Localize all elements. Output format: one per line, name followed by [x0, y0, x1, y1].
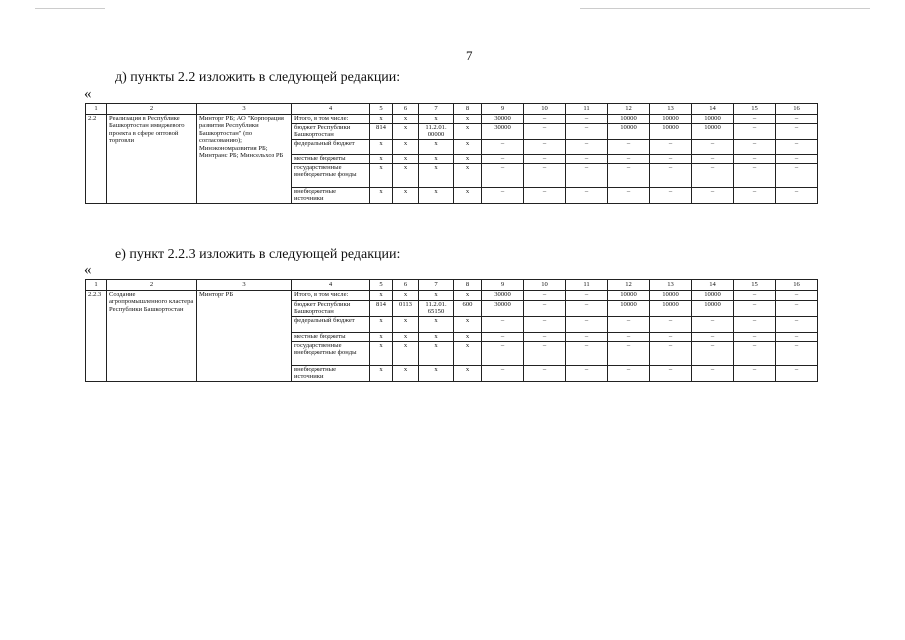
value-cell-col-13: – [650, 154, 692, 163]
value-cell-col-5: х [370, 333, 393, 342]
funding-source-cell: внебюджетные источники [292, 366, 370, 382]
value-cell-col-13: – [650, 342, 692, 366]
value-cell-col-10: – [524, 187, 566, 203]
value-cell-col-10: – [524, 163, 566, 187]
value-cell-col-15: – [734, 139, 776, 154]
value-cell-col-7: х [419, 115, 454, 124]
column-number-header: 6 [393, 280, 419, 291]
value-cell-col-12: – [608, 317, 650, 333]
funding-source-cell: Итого, в том числе: [292, 115, 370, 124]
value-cell-col-14: – [692, 333, 734, 342]
value-cell-col-13: – [650, 366, 692, 382]
value-cell-col-13: 10000 [650, 115, 692, 124]
value-cell-col-10: – [524, 291, 566, 301]
value-cell-col-16: – [776, 342, 818, 366]
column-number-header: 12 [608, 280, 650, 291]
column-number-header: 8 [454, 280, 482, 291]
funding-source-cell: местные бюджеты [292, 154, 370, 163]
value-cell-col-12: – [608, 139, 650, 154]
value-cell-col-13: – [650, 187, 692, 203]
value-cell-col-7: х [419, 342, 454, 366]
column-number-header: 11 [566, 104, 608, 115]
value-cell-col-5: х [370, 366, 393, 382]
column-number-header: 10 [524, 280, 566, 291]
value-cell-col-14: – [692, 154, 734, 163]
value-cell-col-11: – [566, 342, 608, 366]
value-cell-col-10: – [524, 301, 566, 317]
value-cell-col-11: – [566, 301, 608, 317]
value-cell-col-16: – [776, 115, 818, 124]
funding-source-cell: государственные внебюджетные фонды [292, 342, 370, 366]
value-cell-col-7: 11.2.01. 00000 [419, 124, 454, 140]
value-cell-col-14: – [692, 187, 734, 203]
column-number-header: 7 [419, 104, 454, 115]
value-cell-col-5: х [370, 291, 393, 301]
value-cell-col-13: 10000 [650, 301, 692, 317]
section-d-heading: д) пункты 2.2 изложить в следующей редакции: [115, 70, 401, 85]
value-cell-col-6: х [393, 124, 419, 140]
column-number-header: 16 [776, 104, 818, 115]
column-number-header: 15 [734, 104, 776, 115]
value-cell-col-12: – [608, 366, 650, 382]
value-cell-col-7: х [419, 139, 454, 154]
item-name-cell: Реализация в Республике Башкортостан имиджевого проекта в сфере оптовой торговли [107, 115, 197, 204]
column-number-header: 16 [776, 280, 818, 291]
column-number-header: 13 [650, 280, 692, 291]
value-cell-col-6: х [393, 115, 419, 124]
value-cell-col-13: – [650, 317, 692, 333]
value-cell-col-6: х [393, 366, 419, 382]
section-e-table [85, 279, 818, 382]
value-cell-col-6: х [393, 187, 419, 203]
page-number: 7 [466, 48, 473, 63]
value-cell-col-12: 10000 [608, 291, 650, 301]
value-cell-col-14: – [692, 317, 734, 333]
column-number-header: 4 [292, 280, 370, 291]
value-cell-col-5: х [370, 115, 393, 124]
value-cell-col-15: – [734, 366, 776, 382]
value-cell-col-9: – [482, 333, 524, 342]
value-cell-col-6: х [393, 333, 419, 342]
value-cell-col-10: – [524, 333, 566, 342]
item-number-cell: 2.2 [86, 115, 107, 204]
column-number-header: 6 [393, 104, 419, 115]
value-cell-col-7: х [419, 187, 454, 203]
funding-source-cell: государственные внебюджетные фонды [292, 163, 370, 187]
value-cell-col-6: х [393, 317, 419, 333]
value-cell-col-8: х [454, 115, 482, 124]
value-cell-col-14: 10000 [692, 115, 734, 124]
value-cell-col-16: – [776, 139, 818, 154]
column-number-header: 1 [86, 280, 107, 291]
column-number-header: 12 [608, 104, 650, 115]
funding-source-cell: федеральный бюджет [292, 317, 370, 333]
value-cell-col-6: х [393, 139, 419, 154]
value-cell-col-11: – [566, 154, 608, 163]
value-cell-col-8: х [454, 291, 482, 301]
value-cell-col-7: х [419, 366, 454, 382]
section-d-quote-mark: « [84, 86, 92, 102]
table-row [86, 115, 818, 124]
value-cell-col-11: – [566, 124, 608, 140]
column-number-header: 7 [419, 280, 454, 291]
value-cell-col-12: – [608, 333, 650, 342]
value-cell-col-7: х [419, 163, 454, 187]
value-cell-col-9: – [482, 163, 524, 187]
responsible-cell: Минторг РБ; АО "Корпорация развития Республики Башкортостан" (по согласованию); Минэкономразвития РБ; Минтранс РБ; Минсельхоз РБ [197, 115, 292, 204]
value-cell-col-7: х [419, 333, 454, 342]
value-cell-col-13: – [650, 163, 692, 187]
funding-source-cell: бюджет Республики Башкортостан [292, 124, 370, 140]
column-number-header: 5 [370, 280, 393, 291]
value-cell-col-8: 600 [454, 301, 482, 317]
funding-source-cell: бюджет Республики Башкортостан [292, 301, 370, 317]
value-cell-col-9: 30000 [482, 301, 524, 317]
value-cell-col-15: – [734, 342, 776, 366]
value-cell-col-10: – [524, 366, 566, 382]
value-cell-col-5: х [370, 317, 393, 333]
value-cell-col-16: – [776, 333, 818, 342]
funding-source-cell: Итого, в том числе: [292, 291, 370, 301]
value-cell-col-16: – [776, 124, 818, 140]
value-cell-col-5: х [370, 139, 393, 154]
value-cell-col-9: – [482, 366, 524, 382]
column-number-header: 3 [197, 104, 292, 115]
value-cell-col-11: – [566, 291, 608, 301]
column-number-header: 11 [566, 280, 608, 291]
value-cell-col-12: 10000 [608, 301, 650, 317]
table-row [86, 291, 818, 301]
value-cell-col-12: – [608, 342, 650, 366]
value-cell-col-9: 30000 [482, 124, 524, 140]
value-cell-col-9: 30000 [482, 291, 524, 301]
table-header-row [86, 280, 818, 291]
value-cell-col-10: – [524, 124, 566, 140]
value-cell-col-16: – [776, 317, 818, 333]
funding-source-cell: местные бюджеты [292, 333, 370, 342]
value-cell-col-15: – [734, 187, 776, 203]
value-cell-col-16: – [776, 187, 818, 203]
value-cell-col-14: 10000 [692, 124, 734, 140]
value-cell-col-11: – [566, 333, 608, 342]
scan-artifact [580, 8, 870, 9]
section-e-heading: е) пункт 2.2.3 изложить в следующей редакции: [115, 247, 401, 262]
value-cell-col-9: 30000 [482, 115, 524, 124]
value-cell-col-8: х [454, 163, 482, 187]
scan-artifact [35, 8, 105, 9]
value-cell-col-12: – [608, 163, 650, 187]
value-cell-col-14: – [692, 342, 734, 366]
value-cell-col-15: – [734, 124, 776, 140]
value-cell-col-10: – [524, 115, 566, 124]
value-cell-col-6: х [393, 342, 419, 366]
table-header-row [86, 104, 818, 115]
value-cell-col-15: – [734, 317, 776, 333]
value-cell-col-5: х [370, 154, 393, 163]
item-number-cell: 2.2.3 [86, 291, 107, 382]
value-cell-col-5: х [370, 163, 393, 187]
value-cell-col-5: 814 [370, 124, 393, 140]
value-cell-col-15: – [734, 301, 776, 317]
value-cell-col-11: – [566, 366, 608, 382]
value-cell-col-16: – [776, 366, 818, 382]
value-cell-col-10: – [524, 317, 566, 333]
column-number-header: 3 [197, 280, 292, 291]
value-cell-col-11: – [566, 115, 608, 124]
value-cell-col-9: – [482, 187, 524, 203]
column-number-header: 14 [692, 104, 734, 115]
value-cell-col-9: – [482, 139, 524, 154]
value-cell-col-16: – [776, 291, 818, 301]
column-number-header: 2 [107, 280, 197, 291]
value-cell-col-6: х [393, 163, 419, 187]
value-cell-col-15: – [734, 154, 776, 163]
value-cell-col-10: – [524, 154, 566, 163]
value-cell-col-9: – [482, 342, 524, 366]
value-cell-col-8: х [454, 333, 482, 342]
value-cell-col-7: х [419, 154, 454, 163]
value-cell-col-11: – [566, 317, 608, 333]
value-cell-col-10: – [524, 342, 566, 366]
value-cell-col-9: – [482, 154, 524, 163]
column-number-header: 10 [524, 104, 566, 115]
value-cell-col-14: – [692, 139, 734, 154]
value-cell-col-16: – [776, 154, 818, 163]
value-cell-col-12: – [608, 154, 650, 163]
value-cell-col-13: – [650, 333, 692, 342]
funding-source-cell: внебюджетные источники [292, 187, 370, 203]
value-cell-col-9: – [482, 317, 524, 333]
value-cell-col-11: – [566, 187, 608, 203]
value-cell-col-14: – [692, 366, 734, 382]
value-cell-col-15: – [734, 163, 776, 187]
value-cell-col-11: – [566, 163, 608, 187]
column-number-header: 2 [107, 104, 197, 115]
value-cell-col-6: 0113 [393, 301, 419, 317]
value-cell-col-8: х [454, 366, 482, 382]
value-cell-col-8: х [454, 342, 482, 366]
value-cell-col-10: – [524, 139, 566, 154]
value-cell-col-15: – [734, 115, 776, 124]
value-cell-col-5: х [370, 342, 393, 366]
column-number-header: 1 [86, 104, 107, 115]
value-cell-col-8: х [454, 154, 482, 163]
value-cell-col-14: 10000 [692, 301, 734, 317]
value-cell-col-8: х [454, 124, 482, 140]
value-cell-col-6: х [393, 291, 419, 301]
value-cell-col-16: – [776, 301, 818, 317]
value-cell-col-16: – [776, 163, 818, 187]
item-name-cell: Создание агропромышленного кластера Республики Башкортостан [107, 291, 197, 382]
value-cell-col-12: – [608, 187, 650, 203]
value-cell-col-5: х [370, 187, 393, 203]
value-cell-col-11: – [566, 139, 608, 154]
value-cell-col-7: 11.2.01. 65150 [419, 301, 454, 317]
column-number-header: 13 [650, 104, 692, 115]
column-number-header: 9 [482, 104, 524, 115]
column-number-header: 14 [692, 280, 734, 291]
value-cell-col-13: – [650, 139, 692, 154]
value-cell-col-15: – [734, 333, 776, 342]
section-d-table [85, 103, 818, 204]
value-cell-col-12: 10000 [608, 124, 650, 140]
value-cell-col-5: 814 [370, 301, 393, 317]
value-cell-col-13: 10000 [650, 291, 692, 301]
column-number-header: 8 [454, 104, 482, 115]
column-number-header: 9 [482, 280, 524, 291]
value-cell-col-7: х [419, 291, 454, 301]
responsible-cell: Минторг РБ [197, 291, 292, 382]
value-cell-col-14: 10000 [692, 291, 734, 301]
value-cell-col-8: х [454, 187, 482, 203]
column-number-header: 4 [292, 104, 370, 115]
column-number-header: 15 [734, 280, 776, 291]
value-cell-col-13: 10000 [650, 124, 692, 140]
section-e-quote-mark: « [84, 262, 92, 278]
value-cell-col-6: х [393, 154, 419, 163]
value-cell-col-14: – [692, 163, 734, 187]
value-cell-col-8: х [454, 317, 482, 333]
value-cell-col-7: х [419, 317, 454, 333]
value-cell-col-15: – [734, 291, 776, 301]
value-cell-col-12: 10000 [608, 115, 650, 124]
funding-source-cell: федеральный бюджет [292, 139, 370, 154]
column-number-header: 5 [370, 104, 393, 115]
value-cell-col-8: х [454, 139, 482, 154]
